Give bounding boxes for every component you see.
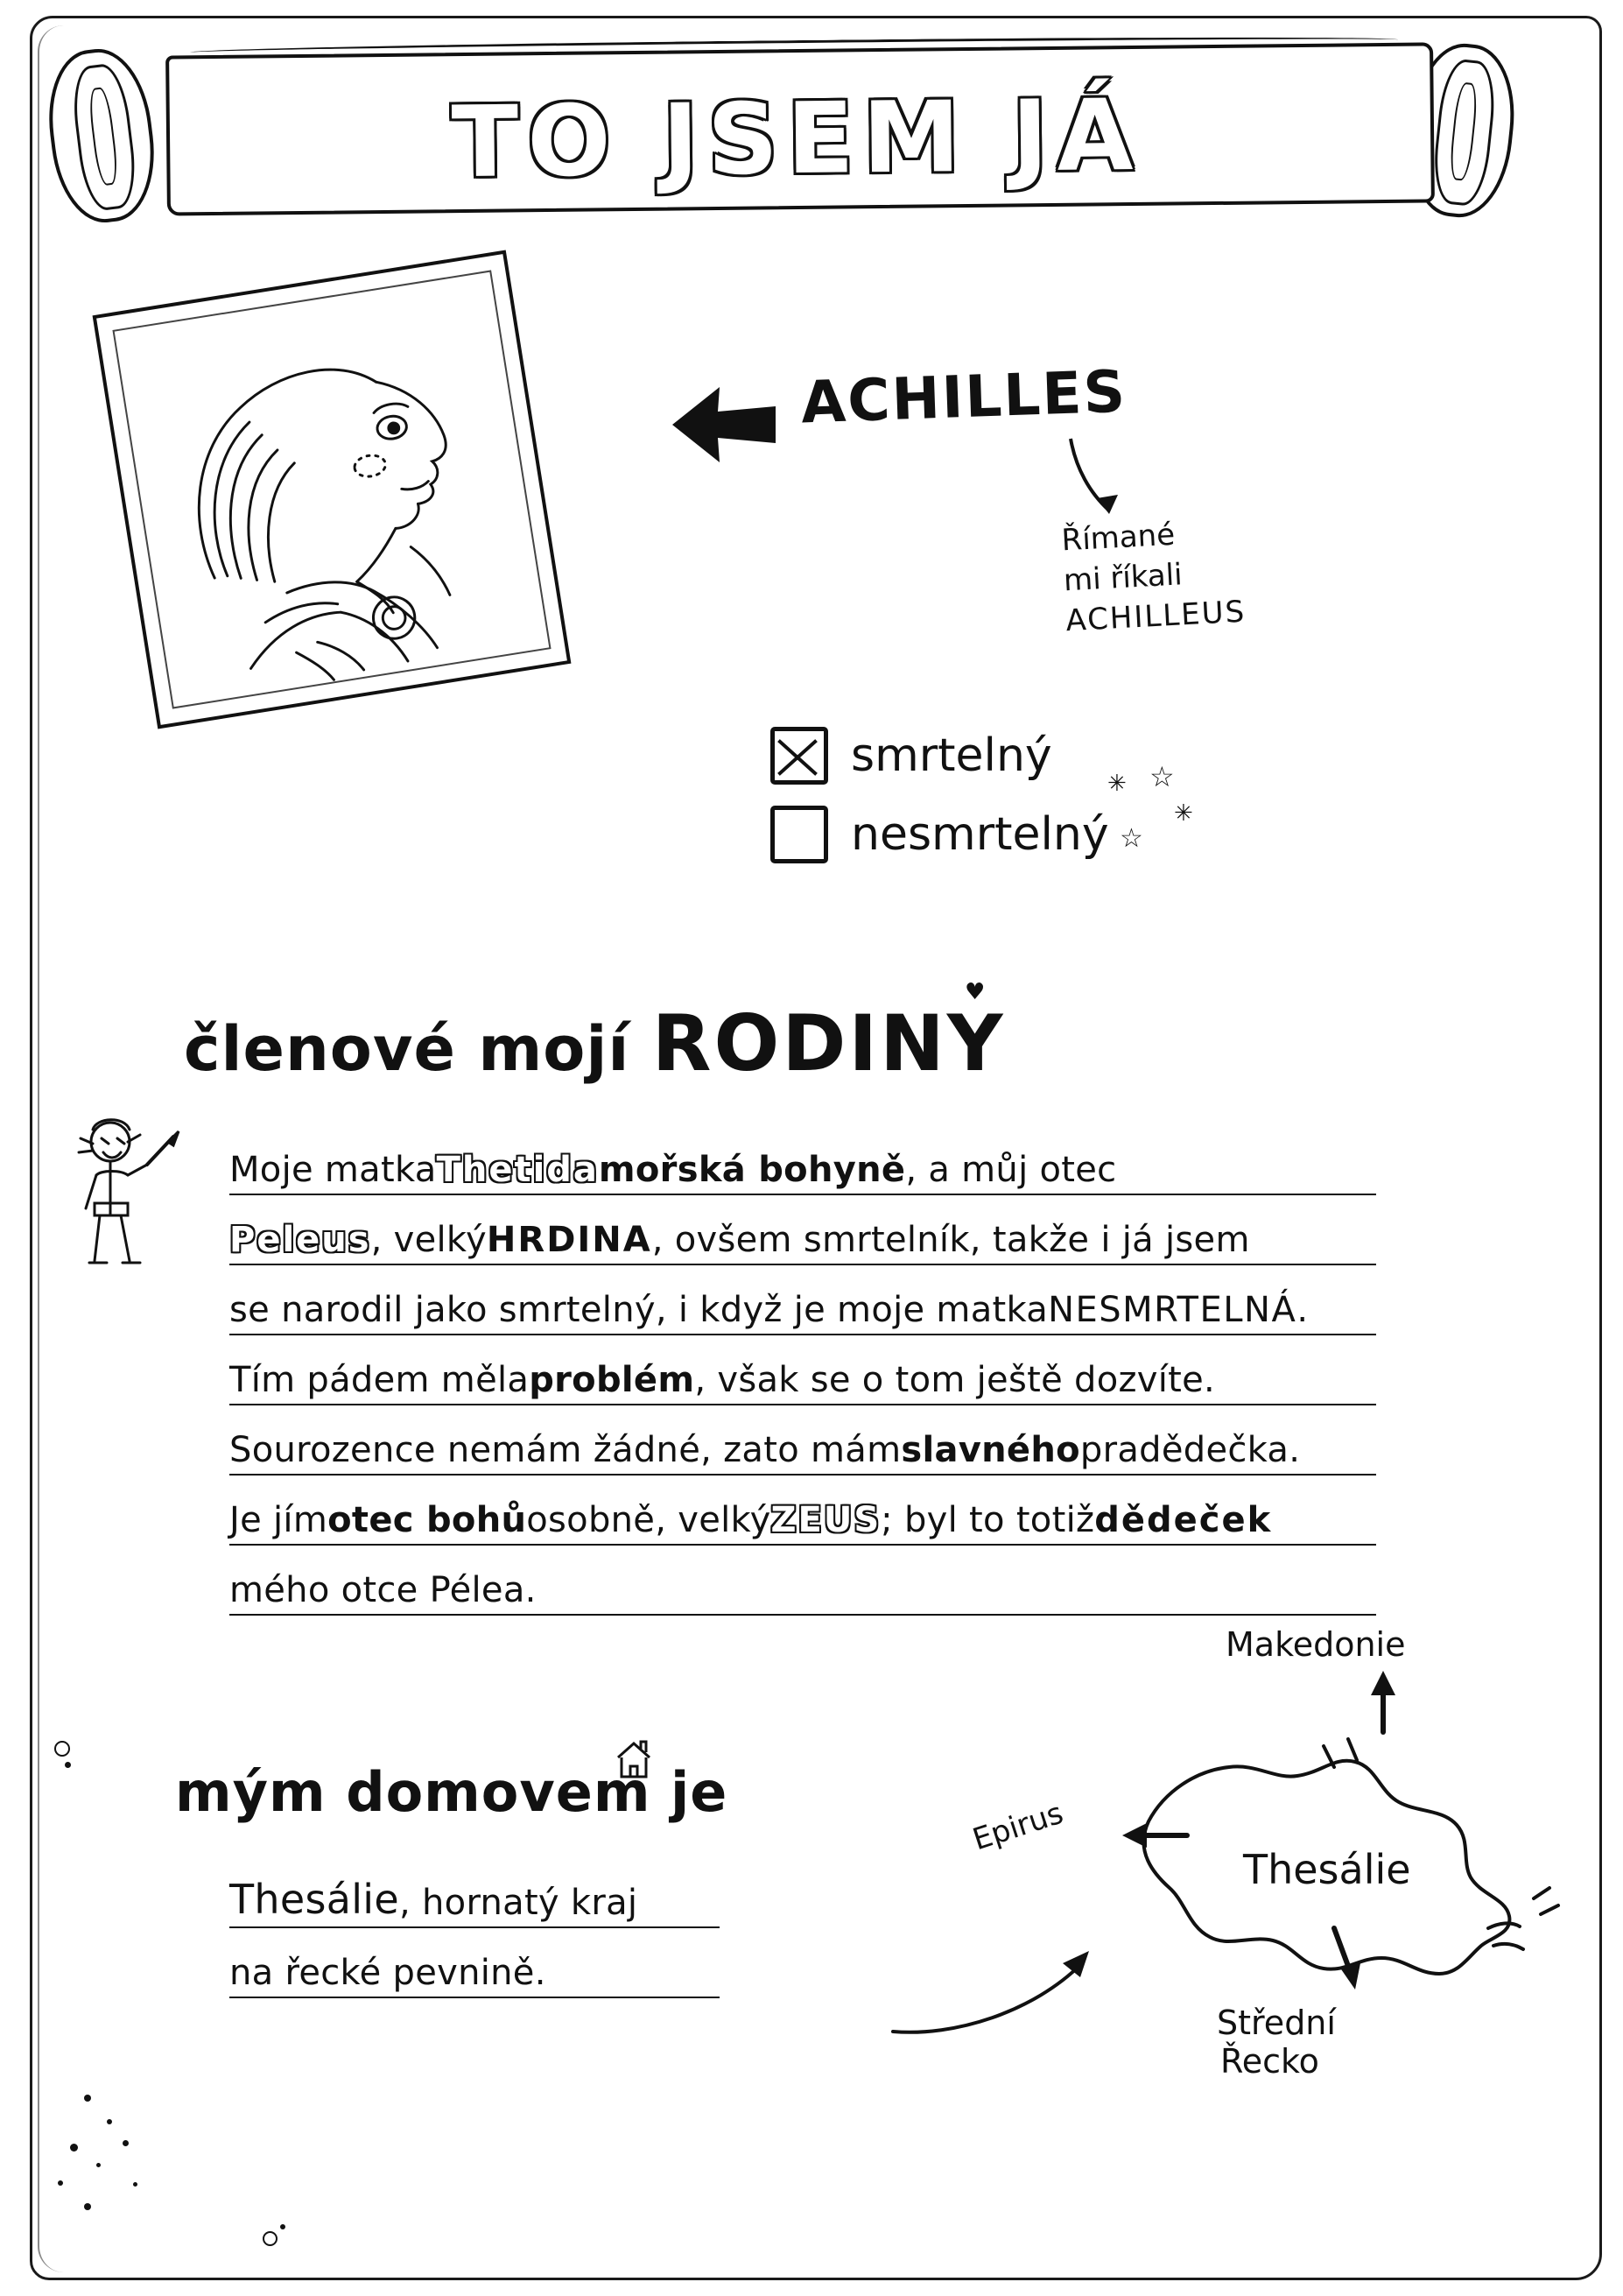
family-heading bbox=[184, 998, 1006, 1088]
decoration-dot bbox=[84, 2203, 91, 2210]
family-line-2 bbox=[229, 1195, 1376, 1265]
family-seg: , a můj otec bbox=[905, 1150, 1117, 1190]
home-text-block bbox=[229, 1858, 720, 1998]
home-line-2 bbox=[229, 1928, 720, 1998]
checkbox-mortal[interactable] bbox=[770, 727, 828, 785]
house-icon bbox=[615, 1738, 653, 1780]
decoration-dot bbox=[65, 1762, 71, 1768]
decoration-circle bbox=[54, 1741, 70, 1757]
star-decoration bbox=[1107, 760, 1204, 893]
thessaly-map bbox=[875, 1620, 1576, 2110]
home-line-1 bbox=[229, 1858, 720, 1928]
family-seg: mého otce Pélea. bbox=[229, 1570, 537, 1610]
roman-name-note bbox=[1061, 512, 1247, 642]
decoration-dot bbox=[133, 2182, 137, 2187]
decoration-dot bbox=[84, 2095, 91, 2102]
decoration-dot bbox=[96, 2163, 101, 2167]
checkbox-row-mortal[interactable] bbox=[770, 727, 1109, 785]
portrait-photo bbox=[93, 250, 572, 729]
family-text-block bbox=[229, 1125, 1376, 1616]
heart-icon: ♥ bbox=[965, 979, 986, 1005]
map-label-thesalie: Thesálie bbox=[1243, 1846, 1411, 1893]
family-seg: Sourozence nemám žádné, zato mám bbox=[229, 1430, 902, 1470]
family-seg-name: Thetida bbox=[436, 1150, 599, 1190]
family-seg-blocky: dědeček bbox=[1094, 1500, 1273, 1540]
star-icon: ☆ bbox=[1120, 823, 1143, 854]
family-seg-bold: mořská bohyně bbox=[598, 1150, 906, 1190]
family-seg-bold: problém bbox=[529, 1360, 695, 1400]
decoration-dot bbox=[280, 2224, 285, 2229]
portrait-frame bbox=[112, 270, 551, 708]
roman-note-line-2: mi říkali bbox=[1063, 557, 1184, 599]
family-seg: . bbox=[1296, 1290, 1309, 1330]
achilles-label: ACHILLES bbox=[799, 357, 1128, 437]
map-label-makedonie: Makedonie bbox=[1226, 1625, 1406, 1664]
home-seg: , hornatý kraj bbox=[398, 1883, 638, 1923]
home-seg: na řecké pevnině. bbox=[229, 1953, 546, 1993]
family-seg-bold: otec bohů bbox=[327, 1500, 527, 1540]
decoration-dot bbox=[107, 2119, 112, 2124]
page-title: TO JSEM JÁ bbox=[451, 78, 1142, 201]
family-seg: Je jím bbox=[229, 1500, 328, 1540]
roman-note-line-1: Římané bbox=[1060, 517, 1177, 559]
family-seg: , ovšem smrtelník, takže i já jsem bbox=[651, 1220, 1250, 1260]
title-banner bbox=[35, 30, 1558, 249]
family-seg-blocky: HRDINA bbox=[486, 1220, 652, 1260]
family-heading-small: členové mojí bbox=[184, 1013, 630, 1085]
family-seg: Tím pádem měla bbox=[229, 1360, 530, 1400]
left-arrow-icon bbox=[665, 377, 779, 473]
family-line-4 bbox=[229, 1335, 1376, 1405]
family-seg: osobně, velký bbox=[526, 1500, 771, 1540]
star-icon: ☆ bbox=[1149, 760, 1175, 793]
star-icon: ✳ bbox=[1107, 771, 1127, 797]
family-heading-big: RODINY bbox=[651, 998, 1006, 1088]
home-seg-place: Thesálie bbox=[229, 1876, 399, 1923]
decoration-dot bbox=[123, 2140, 129, 2146]
mortality-checkbox-group bbox=[770, 727, 1109, 884]
family-seg-bold: slavného bbox=[901, 1430, 1080, 1470]
checkbox-mortal-label: smrtelný bbox=[851, 729, 1052, 782]
map-label-epirus: Epirus bbox=[968, 1795, 1068, 1858]
family-seg-caps: NESMRTELNÁ bbox=[1048, 1290, 1297, 1330]
home-heading: mým domovem je bbox=[175, 1760, 728, 1824]
decoration-dot bbox=[70, 2144, 78, 2152]
checkbox-row-immortal[interactable] bbox=[770, 806, 1109, 863]
family-seg: se narodil jako smrtelný, i když je moje matka bbox=[229, 1290, 1049, 1330]
family-seg-name: ZEUS bbox=[770, 1500, 882, 1540]
family-seg: , však se o tom ještě dozvíte. bbox=[694, 1360, 1216, 1400]
checkbox-immortal[interactable] bbox=[770, 806, 828, 863]
map-label-stredni: Střední bbox=[1217, 2004, 1336, 2042]
decoration-dot bbox=[58, 2180, 63, 2186]
note-arrow-icon bbox=[1055, 433, 1134, 530]
family-seg: pradědečka. bbox=[1079, 1430, 1301, 1470]
star-icon: ✳ bbox=[1174, 800, 1193, 827]
family-line-3 bbox=[229, 1265, 1376, 1335]
family-seg: Moje matka bbox=[229, 1150, 437, 1190]
decoration-circle bbox=[263, 2231, 278, 2246]
family-seg-name: Peleus bbox=[229, 1220, 371, 1260]
family-seg: , velký bbox=[370, 1220, 487, 1260]
family-line-7 bbox=[229, 1546, 1376, 1616]
portrait-drawing bbox=[115, 272, 550, 708]
warrior-doodle-icon bbox=[70, 1112, 184, 1278]
map-label-recko: Řecko bbox=[1220, 2042, 1319, 2081]
family-line-5 bbox=[229, 1405, 1376, 1475]
family-line-6 bbox=[229, 1475, 1376, 1546]
roman-note-line-3: ACHILLEUS bbox=[1064, 594, 1247, 639]
family-seg: ; byl to totiž bbox=[881, 1500, 1095, 1540]
checkbox-immortal-label: nesmrtelný bbox=[851, 808, 1109, 861]
family-line-1 bbox=[229, 1125, 1376, 1195]
